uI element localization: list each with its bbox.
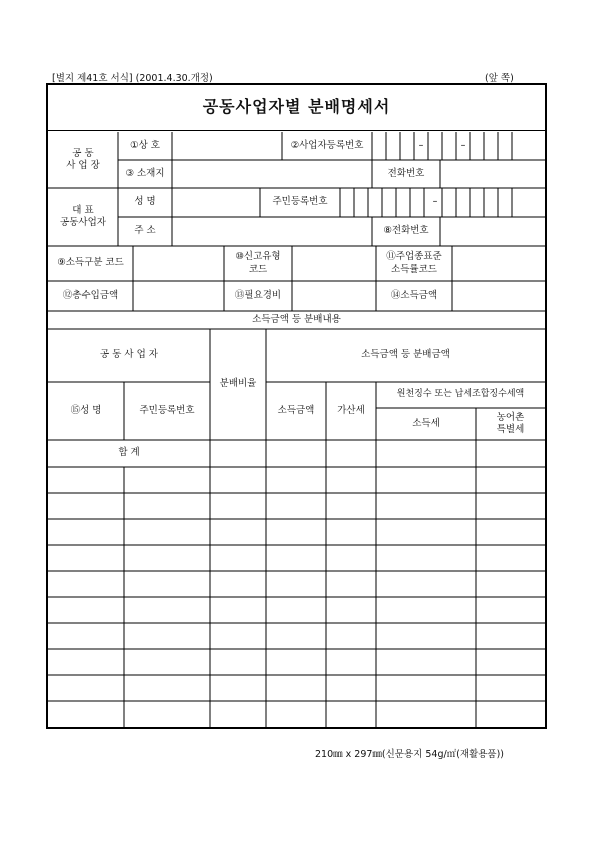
gross-income-field[interactable] xyxy=(133,281,224,311)
income-tax-header: 소득세 xyxy=(412,417,440,429)
reg-no-dash-1: – xyxy=(418,139,424,151)
representative-name-field[interactable] xyxy=(172,188,260,217)
income-type-code-label: ⑨소득구분 코드 xyxy=(57,257,124,269)
expenses-label: ⑬필요경비 xyxy=(234,289,282,301)
form-grid xyxy=(48,132,545,727)
business-phone-field[interactable] xyxy=(440,160,545,188)
name-header: ⑮성 명 xyxy=(70,404,102,416)
business-name-label: ①상 호 xyxy=(130,139,160,151)
main-business-code-field[interactable] xyxy=(452,246,545,281)
representative-phone-field[interactable] xyxy=(440,217,545,246)
main-business-code-label: ⑪주업종표준 소득률코드 xyxy=(386,251,442,275)
representative-name-label: 성 명 xyxy=(134,196,156,208)
business-name-field[interactable] xyxy=(172,132,282,160)
withholding-header: 원천징수 또는 납세조합징수세액 xyxy=(396,389,525,400)
report-type-code-label: ⑩신고유형 코드 xyxy=(235,251,281,275)
business-group-label: 공 동 사 업 장 xyxy=(66,147,100,171)
business-reg-no-label: ②사업자등록번호 xyxy=(290,139,364,151)
representative-address-label: 주 소 xyxy=(134,225,156,237)
representative-address-field[interactable] xyxy=(172,217,372,246)
business-phone-label: 전화번호 xyxy=(387,167,425,179)
business-address-label: ③ 소재지 xyxy=(125,167,165,179)
reg-no-dash-2: – xyxy=(460,139,466,151)
form-title: 공동사업자별 분배명세서 xyxy=(202,97,391,116)
income-amount-field[interactable] xyxy=(452,281,545,311)
title-divider xyxy=(48,130,545,131)
total-row-label: 합 계 xyxy=(118,447,140,459)
amount-header: 소득금액 등 분배금액 xyxy=(361,349,450,361)
rural-tax-header: 농어촌 특별세 xyxy=(496,411,525,435)
partner-header: 공 동 사 업 자 xyxy=(100,349,158,361)
page-side-label: (앞 쪽) xyxy=(485,73,514,84)
gross-income-label: ⑫총수입금액 xyxy=(62,289,119,301)
resident-no-header: 주민등록번호 xyxy=(139,404,195,416)
report-type-code-field[interactable] xyxy=(292,246,376,281)
business-address-field[interactable] xyxy=(172,160,372,188)
income-type-code-field[interactable] xyxy=(133,246,224,281)
representative-group-label: 대 표 공동사업자 xyxy=(60,204,106,228)
representative-resident-no-label: 주민등록번호 xyxy=(272,196,328,208)
form-number: [별지 제41호 서식] (2001.4.30.개정) xyxy=(52,73,213,84)
representative-phone-label: ⑧전화번호 xyxy=(383,225,429,237)
ratio-header: 분배비율 xyxy=(219,378,257,390)
distribution-section-title: 소득금액 등 분배내용 xyxy=(252,313,341,325)
resident-no-dash: – xyxy=(432,196,438,208)
form-frame xyxy=(46,83,547,729)
income-header: 소득금액 xyxy=(277,404,315,416)
expenses-field[interactable] xyxy=(292,281,376,311)
surcharge-header: 가산세 xyxy=(337,404,365,416)
income-amount-label: ⑭소득금액 xyxy=(390,289,438,301)
paper-spec-footer: 210㎜ x 297㎜(신문용지 54g/㎡(재활용품)) xyxy=(315,749,505,760)
